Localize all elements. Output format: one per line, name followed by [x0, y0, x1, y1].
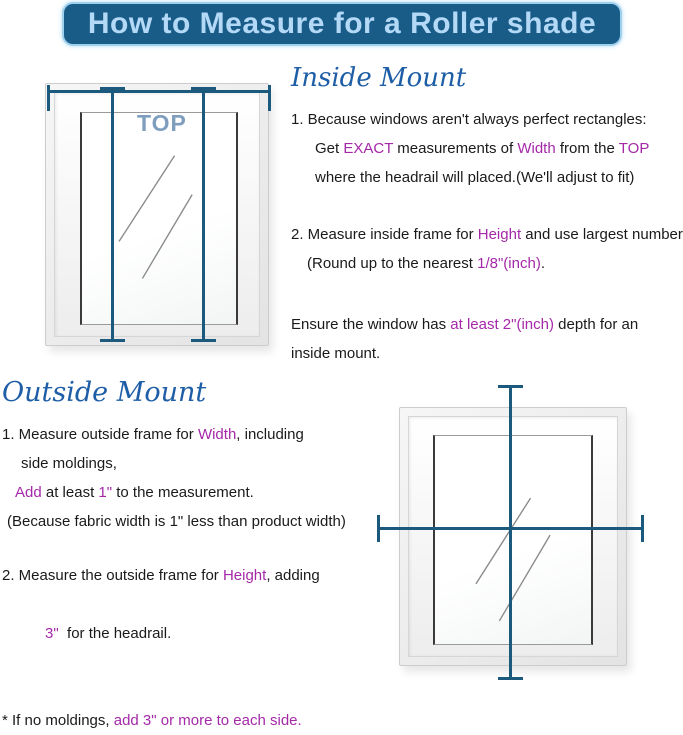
- outside-mount-heading: Outside Mount: [2, 377, 207, 408]
- measure-vertical-left-bottom-cap: [100, 339, 125, 342]
- text-run: (Because fabric width is 1" less than product width): [7, 513, 346, 530]
- outside-mount-window-illustration: [399, 407, 627, 666]
- width-measure-left-cap: [377, 515, 380, 542]
- text-run: Get: [315, 140, 344, 157]
- text-run: Ensure the window has: [291, 316, 451, 333]
- text-run: , adding: [266, 567, 320, 584]
- height-measure-top-cap: [498, 385, 523, 388]
- measure-vertical-line-right: [202, 88, 205, 342]
- text-run: (Round up to the nearest: [307, 255, 478, 272]
- measure-vertical-right-top-cap: [191, 87, 216, 90]
- text-run: to the measurement.: [112, 484, 254, 501]
- width-measure-right-cap: [268, 85, 271, 111]
- text-run: * If no moldings,: [2, 712, 114, 729]
- window-glass: [80, 112, 238, 325]
- highlight-width: Width: [197, 426, 237, 443]
- highlight-height: Height: [222, 567, 267, 584]
- measure-vertical-line-left: [111, 88, 114, 342]
- text-run: and use largest number: [521, 226, 683, 243]
- outside-step2-line2: [2, 590, 378, 677]
- text-run: 1. Because windows aren't always perfect rectangles:: [291, 111, 647, 128]
- measure-vertical-right-bottom-cap: [191, 339, 216, 342]
- inside-depth-note-line1: [291, 310, 679, 339]
- text-run: .: [540, 255, 545, 272]
- text-run: measurements of: [393, 140, 518, 157]
- highlight-three-inch: 3": [45, 625, 59, 642]
- glass-reflection: [435, 436, 591, 644]
- outside-step1-line4: [2, 507, 378, 536]
- text-run: 1. Measure outside frame for: [2, 426, 198, 443]
- top-label: TOP: [137, 110, 187, 136]
- inside-step1-line1: [291, 105, 679, 134]
- highlight-top: TOP: [618, 140, 650, 157]
- text-run: from the: [555, 140, 619, 157]
- width-measure-right-cap: [641, 515, 644, 542]
- height-measure-bottom-cap: [498, 677, 523, 680]
- highlight-depth: at least 2"(inch): [450, 316, 554, 333]
- window-glass: [433, 435, 593, 645]
- outside-step1-line1: [2, 420, 378, 449]
- highlight-one-inch: 1": [98, 484, 113, 501]
- outside-mount-section: [2, 376, 378, 735]
- text-run: 2. Measure the outside frame for: [2, 567, 223, 584]
- outside-moldings-note: [2, 706, 378, 735]
- highlight-exact: EXACT: [343, 140, 394, 157]
- height-measure-line: [509, 387, 512, 679]
- inside-mount-heading: Inside Mount: [291, 63, 467, 93]
- text-run: for the headrail.: [58, 625, 172, 642]
- text-run: 2. Measure inside frame for: [291, 226, 478, 243]
- page-title: How to Measure for a Roller shade: [87, 7, 597, 40]
- outside-step2-line1: [2, 561, 378, 590]
- inside-mount-section: [291, 62, 683, 368]
- inside-depth-note-line2: [291, 339, 679, 368]
- inside-step2-line1: [291, 220, 683, 249]
- title-banner: [62, 2, 622, 46]
- highlight-add: Add: [15, 484, 42, 501]
- highlight-eighth-inch: 1/8"(inch): [477, 255, 541, 272]
- glass-reflection: [82, 113, 236, 324]
- width-measure-line: [378, 527, 644, 530]
- text-run: inside mount.: [291, 345, 381, 362]
- inside-step2-line2: [291, 249, 679, 278]
- text-run: at least: [41, 484, 99, 501]
- measure-vertical-left-top-cap: [100, 87, 125, 90]
- outside-step1-line3: [2, 478, 378, 507]
- inside-step1-line2: [291, 134, 679, 163]
- highlight-width: Width: [517, 140, 556, 157]
- highlight-add-three: add 3" or more to each side.: [113, 712, 302, 729]
- text-run: side moldings,: [21, 455, 117, 472]
- text-run: depth for an: [553, 316, 639, 333]
- text-run: where the headrail will placed.(We'll adjust to fit): [315, 169, 635, 186]
- inside-step1-line3: [291, 163, 679, 192]
- width-measure-left-cap: [47, 85, 50, 111]
- outside-step1-line2: [2, 449, 378, 478]
- highlight-height: Height: [477, 226, 522, 243]
- width-measure-line: [48, 90, 271, 93]
- text-run: , including: [236, 426, 304, 443]
